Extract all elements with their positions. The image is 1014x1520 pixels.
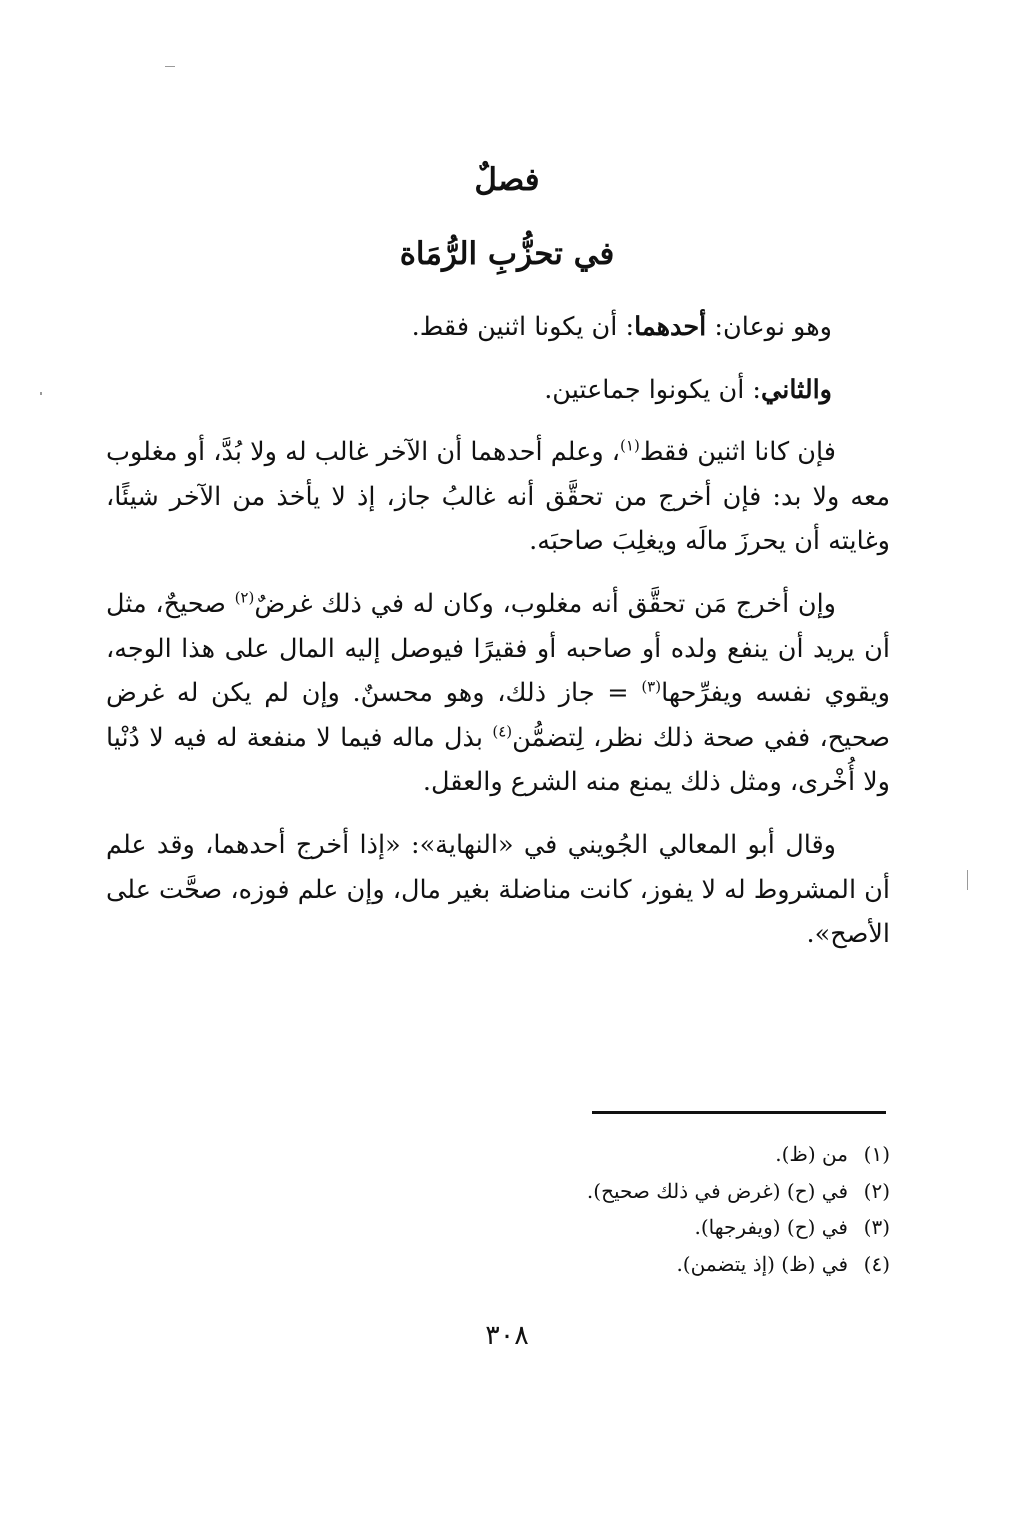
paragraph-3-text-a: فإن كانا اثنين فقط <box>639 437 836 468</box>
footnote-number: (٣) <box>863 1215 890 1239</box>
footnote-number: (٤) <box>863 1251 890 1276</box>
scan-speck <box>967 870 968 890</box>
paragraph-1-bold: أحدهما <box>634 312 707 342</box>
paragraph-4 <box>106 582 890 805</box>
footnotes <box>300 1136 890 1282</box>
scan-speck <box>40 392 42 395</box>
paragraph-2-rest: : أن يكونوا جماعتين. <box>544 374 762 405</box>
footnote-text: من (ظ). <box>775 1142 848 1166</box>
footnote-1 <box>300 1136 890 1173</box>
footnote-text: في (ظ) (إذ يتضمن). <box>676 1251 848 1276</box>
footnote-ref-4: (٤) <box>492 722 513 741</box>
page-number: ٣٠٨ <box>485 1320 529 1351</box>
footnote-ref-3: (٣) <box>641 677 662 696</box>
footnote-text: في (ح) (غرض في ذلك صحيح). <box>586 1178 848 1203</box>
scan-speck <box>165 66 175 67</box>
main-text <box>106 305 890 975</box>
paragraph-1 <box>106 305 890 350</box>
paragraph-2 <box>106 368 890 413</box>
footnote-separator <box>592 1111 886 1114</box>
footnote-text: في (ح) (ويفرجها). <box>694 1215 848 1239</box>
footnote-ref-1: (١) <box>620 436 640 455</box>
footnote-ref-2: (٢) <box>234 588 255 607</box>
paragraph-1-prefix: وهو نوعان: <box>706 312 832 342</box>
paragraph-3-text-b: ، وعلم أحدهما أن الآخر غالب له ولا بُدَّ، أو مغلوب معه ولا بد: فإن أخرج من تحقَّق أنه غالبُ جاز، إذ لا يأخذ من الآخر شيئًا، وغايته أن يحرزَ مالَه ويغلِبَ صاحبَه. <box>106 437 890 557</box>
paragraph-1-rest: : أن يكونا اثنين فقط. <box>411 312 635 342</box>
paragraph-4-text-c: = جاز ذلك، وهو محسنٌ. وإن لم يكن له غرض صحيح، ففي صحة ذلك نظر، لِتضمُّن <box>106 678 890 753</box>
chapter-subtitle: في تحزُّبِ الرُّمَاة <box>399 236 615 272</box>
footnote-3 <box>300 1209 890 1246</box>
footnote-number: (٢) <box>863 1178 890 1203</box>
paragraph-4-text-d: بذل ماله فيما لا منفعة له فيه لا دُنْيا ولا أُخْرى، ومثل ذلك يمنع منه الشرع والعقل. <box>106 722 890 798</box>
paragraph-5: وقال أبو المعالي الجُويني في «النهاية»: «إذا أخرج أحدهما، وقد علم أن المشروط له لا يفوز، كانت مناضلة بغير مال، وإن علم فوزه، صحَّت على الأصح». <box>106 829 890 950</box>
paragraph-4-text-a: وإن أخرج مَن تحقَّق أنه مغلوب، وكان له في ذلك غرضٌ <box>254 588 836 619</box>
paragraph-2-bold: والثاني <box>761 374 832 405</box>
paragraph-4-text-b: صحيحٌ، مثل أن يريد أن ينفع ولده أو صاحبه أو فقيرًا فيوصل إليه المال على هذا الوجه، ويقوي نفسه ويفرِّحها <box>106 588 890 709</box>
footnote-2 <box>300 1173 890 1210</box>
footnote-4 <box>300 1246 890 1283</box>
chapter-heading: فصلٌ <box>474 162 540 198</box>
paragraph-3 <box>106 430 890 564</box>
footnote-number: (١) <box>863 1142 890 1166</box>
